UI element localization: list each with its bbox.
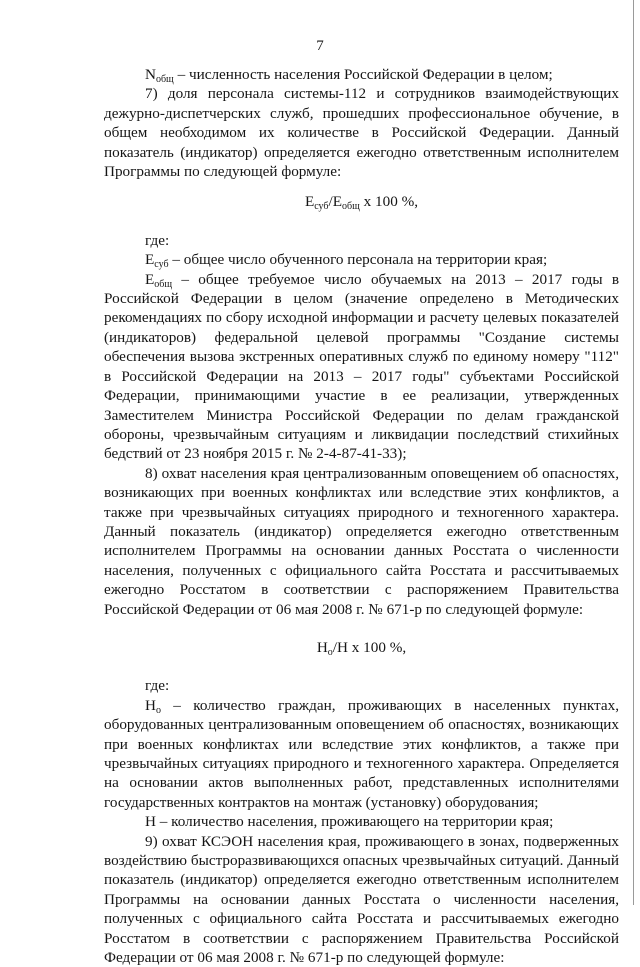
item-9-paragraph: 9) охват КСЭОН населения края, проживающего в зонах, подверженных воздействию быстроразвивающихся опасных чрезвычайных ситуаций. Данный показатель (индикатор) определяется ежегодно ответственным исполнителем Программы на основании данных Росстата о численности населения, полученных с официального сайта Росстата и рассчитываемых ежегодно Росстатом в соответствии с распоряжением Правительства Российской Федерации от 06 мая 2008 г. № 671-р по следующей формуле: (104, 832, 619, 967)
page-number: 7 (316, 38, 324, 54)
symbol-h: Н (145, 696, 156, 714)
page-body (104, 65, 619, 967)
formula-subscript: о (327, 646, 333, 658)
formula-symbol: Н (316, 638, 328, 656)
symbol-n: N (145, 66, 156, 83)
definition-n-total (104, 65, 619, 84)
symbol-n-subscript: общ (155, 74, 174, 85)
definition-e-sub (104, 250, 619, 269)
symbol-e: E (145, 251, 155, 269)
definition-text: – общее требуемое число обучаемых на 2013 – 2017 годы в Российской Федерации в целом (значение определено в Методических рекомендациях по сбору исходной информации и расчету целевых показателей (индикаторов) федеральной целевой программы "Создание системы обеспечения вызова экстренных оперативных служб по единому номеру "112" в Российской Федерации на 2013 – 2017 годы" субъектами Российской Федерации, принимающими участие в ее реализации, утвержденных Заместителем Министра Российской Федерации по делам гражданской обороны, чрезвычайным ситуациям и ликвидации последствий стихийных бедствий от 23 ноября 2015 г. № 2-4-87-41-33); (104, 270, 619, 463)
definition-h-o (104, 696, 619, 812)
formula-tail: /Н x 100 %, (332, 638, 407, 656)
formula-warning-coverage (104, 638, 619, 657)
formula-subscript: суб (314, 201, 329, 213)
symbol-h-subscript: о (155, 704, 161, 716)
symbol-e: E (145, 270, 155, 288)
item-7-paragraph: 7) доля персонала системы-112 и сотрудников взаимодействующих дежурно-диспетчерских служб, прошедших профессиональное обучение, в общем необходимом их количестве в Российской Федерации. Данный показатель (индикатор) определяется ежегодно ответственным исполнителем Программы по следующей формуле: (104, 85, 619, 181)
where-label: где: (145, 231, 170, 249)
definition-text: – общее число обученного персонала на территории края; (168, 251, 548, 269)
definition-text: – численность населения Российской Федерации в целом; (173, 66, 553, 83)
definition-h: Н – количество населения, проживающего на территории края; (145, 813, 554, 831)
scan-edge-divider (633, 0, 634, 905)
definition-text: – количество граждан, проживающих в населенных пунктах, оборудованных централизованным оповещением об опасностях, возникающих при военных конфликтах или вследствие этих конфликтов, а также при чрезвычайных ситуациях природного и техногенного характера. Определяется на основании актов выполненных работ, представленных исполнителями государственных контрактов на монтаж (установку) оборудования; (104, 696, 619, 811)
formula-symbol: E (304, 193, 315, 211)
formula-tail: x 100 %, (359, 193, 419, 211)
where-label: где: (145, 677, 170, 695)
item-8-paragraph: 8) охват населения края централизованным оповещением об опасностях, возникающих при военных конфликтах или вследствие этих конфликтов, а также при чрезвычайных ситуациях природного и техногенного характера. Данный показатель (индикатор) определяется ежегодно ответственным исполнителем Программы на основании данных Росстата о численности населения, полученных с официального сайта Росстата и рассчитываемых ежегодно Росстатом в соответствии с распоряжением Правительства Российской Федерации от 06 мая 2008 г. № 671-р по следующей формуле: (104, 464, 619, 618)
formula-training-share (104, 192, 619, 211)
definition-e-total (104, 270, 619, 464)
formula-symbol: /E (328, 193, 343, 211)
symbol-e-subscript: общ (154, 278, 173, 290)
symbol-e-subscript: суб (154, 259, 169, 271)
formula-subscript: общ (342, 201, 360, 213)
